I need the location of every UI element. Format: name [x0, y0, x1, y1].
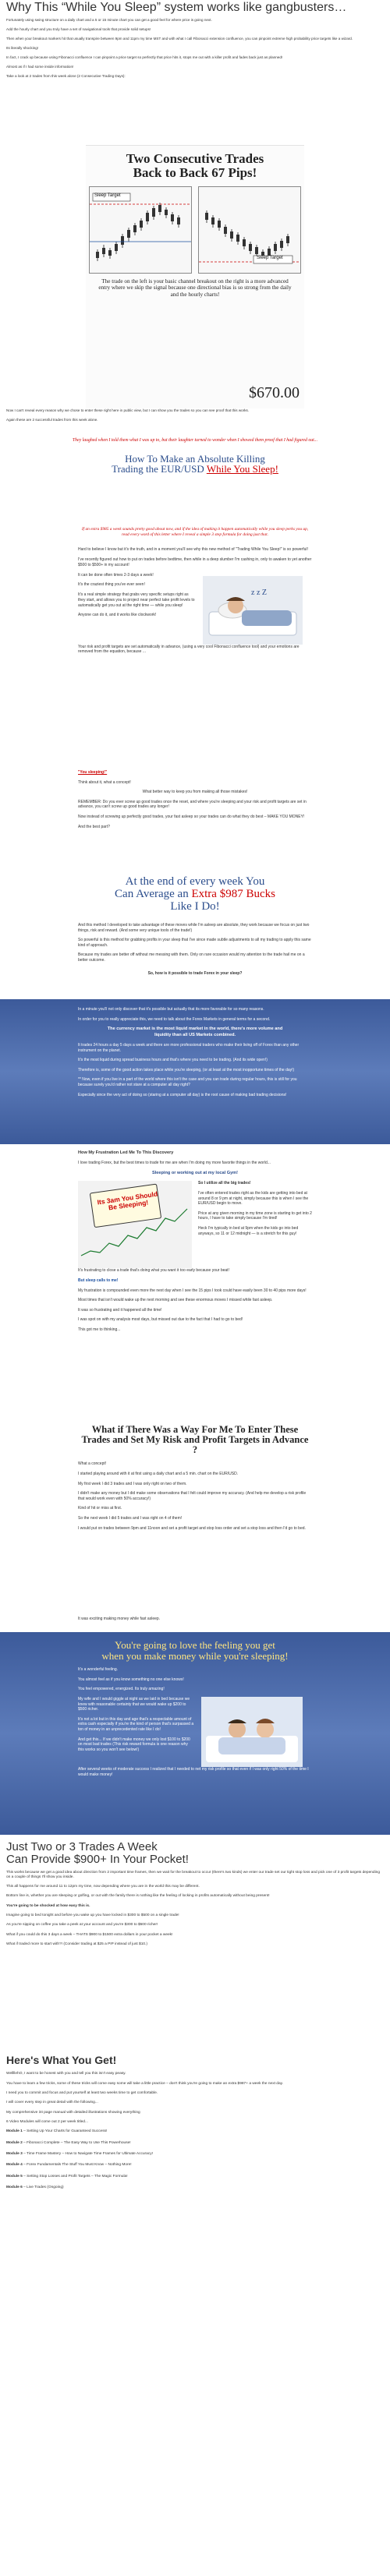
feeling-p: After several weeks of moderate success I realized that I needed to net my risk profile so that even if I was only right 50% of the time I would make money! — [78, 1767, 309, 1777]
body6-p: What if you could do this 3 days a week – THATS $900 to $1500 extra dollars in your pocket a week! — [6, 1932, 173, 1937]
page-title: Why This “While You Sleep” system works like gangbusters… — [6, 2, 347, 14]
how-headline-1: How To Make an Absolute Killing — [125, 452, 265, 465]
end-week-2a: Can Average an — [115, 887, 192, 900]
after-trades-p: Now I can't reveal every reason why we chose to enter these right here in public view, but I can show you the trades so you can see proof that this works. — [6, 408, 250, 412]
feeling-p: My wife and I would giggle at night as we laid in bed because we knew with reasonable certainty that we would wake up $200 to $500 richer. — [78, 1697, 190, 1712]
module-text: – Setting Up Your Charts for Guaranteed Success! — [22, 2129, 108, 2134]
chart-label-right: Sleep Target — [257, 255, 283, 260]
feeling-left-col — [78, 1697, 195, 1767]
what-if-headline: What if There Was a Way For Me To Enter These Trades and Set My Risk and Profit Targets in Advance ? — [81, 1424, 309, 1456]
feeling-columns — [78, 1697, 312, 1767]
get-section — [0, 2053, 390, 2575]
body5-p: I started playing around with it at first using a daily chart and a 5 min. chart on the EUR/USD. — [78, 1471, 239, 1476]
frustration-columns — [78, 1181, 312, 1268]
module-item — [6, 2141, 384, 2146]
body2-section — [0, 770, 390, 875]
module-text: – Time Frame Mastery – How to Navigate Time Frames for Ultimate Accuracy! — [22, 2152, 153, 2157]
body7-p: I need you to commit and focus and put yourself at least two weeks time to get comfortable. — [6, 2091, 158, 2096]
right-col-p: I've often entered trades right as the kids are getting into bed at around 8 or 9 pm at night, simply because this is when I see the EUR/USD begin to move. — [198, 1190, 309, 1207]
module-text: – Forex Fundamentals The Stuff You Must Know – Nothing More! — [22, 2163, 132, 2168]
body3-p: And this method I developed to take advantage of these moves while I'm asleep are absolute, they work because we focus on just two things, risk and reward. (And some very unique tools of the trade!) — [78, 923, 310, 933]
intro-p: Almost as if I had some inside information! — [6, 65, 74, 69]
intro-section — [0, 2, 390, 157]
body6-p: What if traded more to start with?! (Consider trading at $25 a PIP instead of just $10.) — [6, 1942, 147, 1947]
trade-chart-left — [89, 186, 192, 274]
body7-p: I will cover every step in great detail with the following... — [6, 2101, 98, 2105]
module-item — [6, 2163, 384, 2168]
feeling-p: It's not a lot but in this day and age that's a respectable amount of extra cash especially if you're the kind of person that's surpassed a ton of money in an unprecedented rate like I do! — [78, 1716, 194, 1733]
body4-p: My frustration is compounded even more the next day when I see the 15 pips I took could have easily been 30 to 40 pips more days! — [78, 1288, 307, 1293]
module-label: Module 4 — [6, 2163, 23, 2168]
body1-p: I've recently figured out how to put on trades before bedtime, then while in a deep slumber I'm cashing in, only to awaken to yet another $500 to $500+ in my account! — [78, 557, 312, 567]
module-text: – Fibonacci Complete – The Easy Way to Use This Powerhouse! — [22, 2140, 131, 2145]
body4-p: It was so frustrating and it happened all the time! — [78, 1307, 162, 1313]
feeling-p: And get this... If we didn't make money we only lost $100 to $200 on most bad trades (This risk reward formula is one reason why this works so you won't see below!) — [78, 1737, 190, 1752]
how-headline-2 — [6, 464, 384, 475]
couple-in-bed-icon — [201, 1697, 303, 1767]
just-two-headline-1: Just Two or 3 Trades A Week — [6, 1841, 158, 1853]
body2-p: What better way to keep you from making all those mistakes! — [142, 790, 248, 795]
body2-p: REMEMBER: Do you ever screw up good trades once the reset, and where you're sleeping and your risk and profit targets are set in advance, you can't screw up good trades any longer! — [78, 799, 307, 810]
module-label: Module 6 — [6, 2186, 23, 2190]
exciting-section — [0, 1617, 390, 1627]
sleeping-head: Sleeping or working out at my local Gym! — [151, 1170, 239, 1175]
after-trades-p: Again these are 2 successful trades from this week alone. — [6, 418, 98, 422]
band-p: ** Now, even if you live in a part of the world where this isn't the case and you can trade during regular hours, this is still for you because surely you'd rather not stare at a computer all day right? — [78, 1077, 297, 1087]
body1-left-col — [78, 573, 195, 645]
end-week-section — [0, 876, 390, 921]
intro-p: Its literally shocking! — [6, 45, 39, 50]
body6-p: You're going to be shocked at how easy this is. — [6, 1903, 90, 1908]
frustration-p: I love trading Forex, but the best times to trade for me are when I'm doing my more favorite things in the world... — [78, 1161, 271, 1166]
body5-p: I would put on trades between 9pm and 11noon and set a profit target and stop loss order and set a stop loss and then I'd go to bed. — [78, 1525, 306, 1531]
module-item — [6, 2175, 384, 2179]
right-col-p: Heck I'm typically in bed at 9pm when the kids go into bed anyways, so 11 or 12 midnight — is a stretch for this guy! — [198, 1225, 299, 1236]
body7-p: WellllehO, I want to be honest with you and tell you this isn't easy peasy. — [6, 2072, 126, 2076]
module-label: Module 3 — [6, 2152, 23, 2157]
alarm-sign-image — [78, 1181, 192, 1268]
trades-amount: $670.00 — [249, 383, 300, 401]
sleeping-man-image — [203, 576, 303, 645]
exciting-p: It was exciting making money while fast asleep. — [78, 1617, 161, 1621]
how-headline-2a: Trading the EUR/USD — [112, 463, 207, 475]
body1-p: Your risk and profit targets are set automatically in advance, (using a very cool Fibonacci confluence tool) and your emotions are removed from the equation, because ... — [78, 644, 300, 655]
candlestick-chart-icon — [90, 187, 191, 273]
body4-p: I was spot on with my analysis most days, but missed out due to the fact that I had to go to bed! — [78, 1317, 243, 1323]
you-sleeping: "You sleeping!" — [78, 770, 108, 775]
what-if-section — [0, 1414, 390, 1615]
so-how: So, how is it possible to trade Forex in your sleep? — [147, 970, 243, 976]
end-week-2b: Extra $987 Bucks — [191, 887, 275, 900]
body1-p: Hard to believe I know but it's the truth, and in a moment you'll see why this new method of "Trading While You Sleep!" is so powerful! — [78, 547, 308, 553]
red-intro: If an extra $985 a week sounds pretty good about now, and if the idea of making it happen automatically while you sleep perks you up, read every word of this letter where I reveal a simple 3 step formula for doing just that. — [81, 527, 309, 538]
module-text: – Live Trades (Ongoing) — [22, 2186, 64, 2190]
trades-caption: The trade on the left is your basic channel breakout on the right is a more advanced entry where we skip the signal because one directional bias is so strong from the daily and the hourly charts! — [98, 277, 292, 298]
sleeping-man-icon — [203, 576, 303, 645]
body6-p: This works because we get a good idea about direction from 2 important time frames, then we wait for the breakout to occur (there's two kinds) we enter our trade set our tight stop loss and pick one of 3 profit targets depending on a couple of things I'll show you inside. — [6, 1870, 380, 1879]
body1-with-image — [78, 573, 312, 645]
trades-headline-1: Two Consecutive Trades — [126, 151, 264, 166]
body2-p: Now instead of screwing up perfectly good trades, your fast asleep so your trades can do what they do best – MAKE YOU MONEY! — [78, 814, 305, 819]
body7-p: 6 Video Modules will come out 2 per week titled... — [6, 2120, 88, 2125]
trades-box — [86, 145, 304, 408]
frustration-section — [0, 1150, 390, 1408]
module-label: Module 2 — [6, 2140, 23, 2145]
feeling-band — [0, 1632, 390, 1835]
body3-p: Because my trades are better off without me messing with them. Only on rare occasion would my attention to the trade hail me on a better outcome. — [78, 952, 305, 963]
module-item — [6, 2129, 384, 2134]
body5-p: Kind of hit or miss at first. — [78, 1506, 122, 1511]
module-text: – Setting Stop Losses and Profit Targets – The Magic Formula! — [22, 2174, 128, 2178]
body3-p: So powerful is this method for grabbing profits in your sleep that I've since made subtle adjustments to all my trading to apply this same kind of approach. — [78, 938, 311, 948]
trades-section — [0, 145, 390, 408]
band-p: It trades 24 hours a day 5 days a week and there are more professional traders who make their living off of Forex than any other instrument on the planet. — [78, 1042, 300, 1053]
band-p: Especially since the very act of doing so (staring at a computer all day) is the root cause of making bad trading decisions! — [78, 1092, 287, 1097]
band-p: In order for you to really appreciate this, we need to talk about the Forex Markets in general terms for a second. — [78, 1016, 271, 1022]
band-p-highlight: The currency market is the most liquid market in the world, there's more volume and liquidity than all US Markets combined. — [107, 1027, 283, 1037]
frustration-head: How My Frustration Led Me To This Discovery — [78, 1150, 174, 1155]
module-list — [6, 2129, 384, 2190]
body3-section — [0, 923, 390, 993]
couple-image — [201, 1697, 303, 1767]
trade-chart-right — [198, 186, 301, 274]
just-two-section — [0, 1841, 390, 2051]
body6-p: Bottom line is, whether you are sleeping or golfing, or out with the family there is nothing like the feeling of locking in profits automatically without being present! — [6, 1894, 270, 1899]
body1-p: It's a real simple strategy that grabs very specific setups right as they start, and allows you to project near perfect take profit levels to automatically get you out at the right time — while you sleep! — [78, 592, 195, 608]
feeling-headline-1: You're going to love the feeling you get — [115, 1639, 275, 1651]
body5-p: My first week I did 3 trades and I was only right on two of them. — [78, 1481, 187, 1486]
module-item — [6, 2152, 384, 2157]
sign-text: Its 3am You Should Be Sleeping! — [96, 1190, 158, 1212]
band-p: Therefore is, some of the good action takes place while you're sleeping, (or at least at the most inopportune times of the day!) — [78, 1067, 295, 1072]
feeling-p: You feel empowered, energized. Its truly amazing! — [78, 1687, 165, 1692]
feeling-headline-2: when you make money while you're sleeping! — [101, 1649, 289, 1662]
body2-p: And the best part? — [78, 824, 110, 829]
chart-label-left: Sleep Target — [94, 193, 121, 198]
intro-p: Fortunately using swing structure on a daily chart and a 5 or 15 minute chart you can get a good feel for where price is going next. — [6, 17, 212, 22]
end-week-2 — [78, 889, 312, 901]
laugh-text: They laughed when I told them what I was up to, but their laughter turned to wonder when I showed them proof that I had figured out... — [72, 438, 318, 443]
body6-p: Imagine going to bed tonight and before you wake up you have locked in $300 to $500 on a single trade! — [6, 1913, 179, 1918]
body5-p: So the next week I did 5 trades and I was right on 4 of them! — [78, 1515, 183, 1521]
body6-p: This all happens for me around 11 to 12pm my time, now depending where you are in the world this may be different. — [6, 1885, 200, 1889]
body1-paragraphs — [78, 547, 312, 655]
feeling-p: It's a wonderful feeling. — [78, 1667, 118, 1673]
intro-p: In fact, I crack up because using Fibonacci confluence I can pinpoint a price target so perfectly that price hits it, stops me out with a killer profit and fades back just as planned! — [6, 55, 283, 60]
body5-p: I didn't make any money but I did make some observations that I felt could improve my accuracy. (And help me develop a risk profile that would work even with 50% accuracy!) — [78, 1491, 307, 1501]
body1-p: It can be done often times 2-3 days a week! — [78, 572, 154, 578]
module-label: Module 5 — [6, 2174, 23, 2178]
body4-p: Most times that isn't would wake up the next morning and see these enormous moves I missed while fast asleep. — [78, 1298, 273, 1303]
end-week-1: At the end of every week You — [125, 876, 265, 888]
forex-market-band — [0, 999, 390, 1144]
module-label: Module 1 — [6, 2129, 23, 2134]
svg-text:z z Z: z z Z — [251, 588, 267, 597]
module-item — [6, 2186, 384, 2190]
feeling-p: You almost feel as if you know something no one else knows! — [78, 1677, 184, 1682]
body4-p: This got me to thinking... — [78, 1327, 121, 1332]
body7-p: You have to learn a few tricks, some of these tricks will come easy some will take a little practice – don't think you're going to make an extra $987+ a week the next day. — [6, 2081, 283, 2086]
body1-section — [0, 527, 390, 769]
how-headline-2b: While You Sleep! — [206, 463, 278, 475]
body5-p: What a concept! — [78, 1461, 107, 1467]
body6-p: As you're sipping on coffee you take a peek at your account and you're $300 to $500 richer! — [6, 1923, 158, 1928]
right-column — [198, 1181, 312, 1268]
band-p: In a minute you'll not only discover that it's possible but actually that its more favorable for so many reasons. — [78, 1007, 264, 1012]
candlestick-chart-icon — [199, 187, 300, 273]
intro-p: Add the hourly chart and you truly have a set of navigational tools that provide solid setups! — [6, 27, 151, 31]
body4-p: But sleep calls to me! — [78, 1277, 119, 1283]
right-col-p: So I utilize all the big trades! — [198, 1181, 251, 1186]
intro-paragraphs — [6, 18, 384, 79]
body1-p: It's the craziest thing you've ever seen! — [78, 582, 145, 588]
body7-p: My comprehensive 34 page manual with detailed illustrations showing everything — [6, 2110, 140, 2115]
trades-headline-2: Back to Back 67 Pips! — [133, 164, 257, 180]
intro-p: Take a look at 2 trades from this week alone (2 Consecutive Trading Days): — [6, 74, 126, 79]
body1-p: Anyone can do it, and it works like clockwork! — [78, 613, 157, 618]
get-headline: Here's What You Get! — [6, 2054, 117, 2066]
end-week-3: Like I Do! — [170, 899, 220, 913]
intro-p: Then when your breakout markers hit that usually transpire between 9pm and 11pm my time MST and with what I call Fibonacci extension confluence, you can pinpoint extreme high probability price targets like a wizard. — [6, 36, 353, 41]
right-col-p: Price at any given morning in my time zone is starting to get into 2 hours, I have to take simply because I'm tired! — [198, 1210, 312, 1221]
band-p: It's the most liquid during spread business hours and that's where you need to be trading. (And its wide open!) — [78, 1058, 268, 1063]
body2-p: Think about it, what a concept! — [78, 779, 131, 785]
body4-p: It's frustrating to close a trade that's doing what you want it too early because your beat! — [78, 1268, 229, 1274]
just-two-headline-2: Can Provide $900+ In Your Pocket! — [6, 1852, 189, 1866]
after-trades-section — [0, 408, 390, 525]
trade-charts — [86, 186, 304, 274]
